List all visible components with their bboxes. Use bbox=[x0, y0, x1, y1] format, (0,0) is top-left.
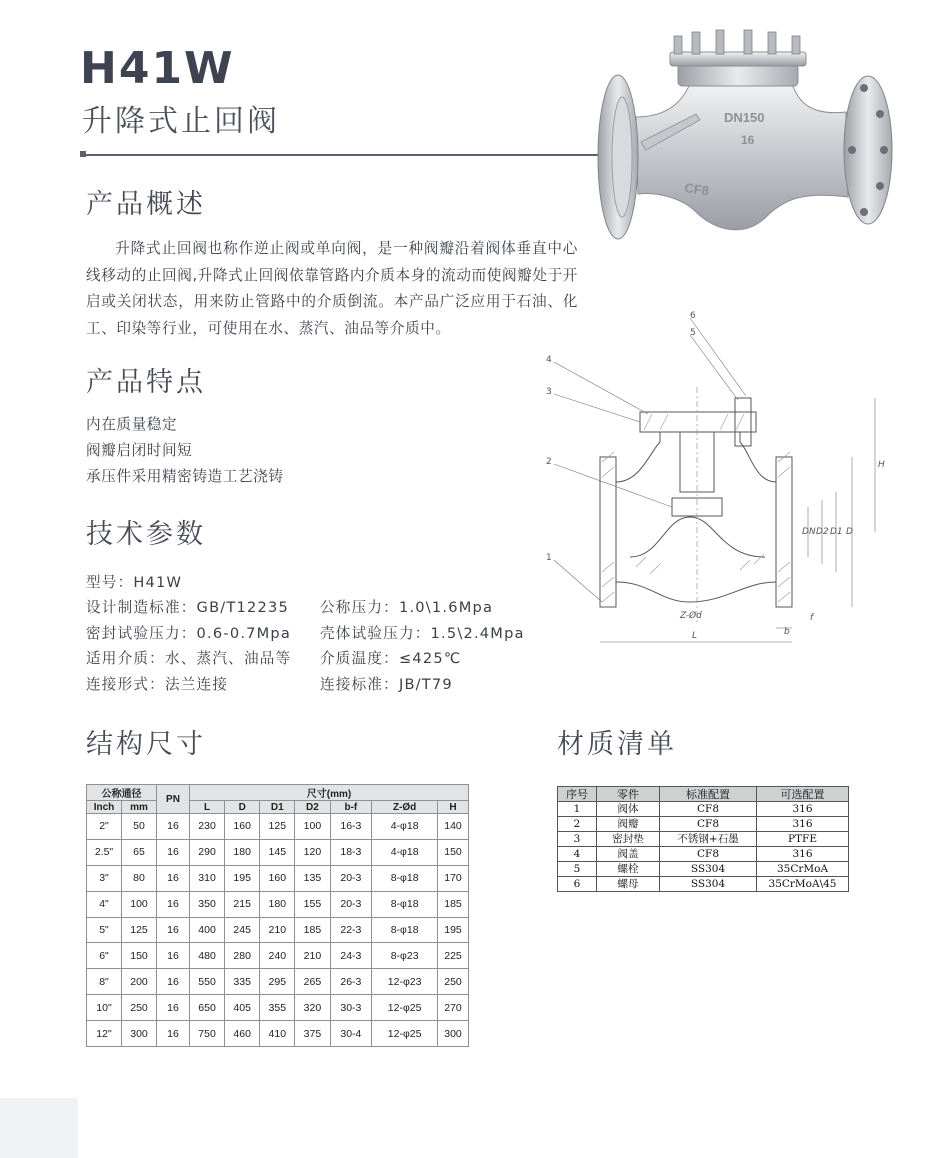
table-cell: 22-3 bbox=[330, 917, 372, 943]
table-cell: 150 bbox=[438, 839, 469, 865]
table-cell: 355 bbox=[260, 995, 295, 1021]
callout-2: 2 bbox=[546, 457, 552, 467]
spec-media: 适用介质：水、蒸汽、油品等 bbox=[86, 650, 292, 668]
table-cell: 2.5" bbox=[87, 839, 122, 865]
cast-text-dn: DN150 bbox=[724, 110, 765, 125]
table-row bbox=[558, 877, 849, 892]
table-cell: 335 bbox=[225, 969, 260, 995]
table-cell: 185 bbox=[295, 917, 330, 943]
dim-b: b bbox=[784, 627, 790, 637]
col-zd: Z-Ød bbox=[372, 801, 438, 814]
table-cell: SS304 bbox=[660, 862, 757, 877]
dim-d2: D2 bbox=[816, 527, 829, 537]
table-row bbox=[87, 943, 469, 969]
table-cell: 8-φ18 bbox=[372, 917, 438, 943]
cast-text-pn: 16 bbox=[741, 133, 755, 147]
spec-temperature: 介质温度：≤425℃ bbox=[320, 650, 462, 668]
table-cell: 8-φ18 bbox=[372, 865, 438, 891]
table-row bbox=[87, 814, 469, 840]
mat-col-standard: 标准配置 bbox=[660, 787, 757, 802]
tech-specs-left bbox=[86, 570, 291, 697]
table-cell: 150 bbox=[122, 943, 157, 969]
table-cell: 240 bbox=[260, 943, 295, 969]
col-mm: mm bbox=[122, 801, 157, 814]
table-row bbox=[558, 817, 849, 832]
table-cell: 316 bbox=[757, 847, 849, 862]
feature-item: 阀瓣启闭时间短 bbox=[86, 442, 193, 459]
col-inch: Inch bbox=[87, 801, 122, 814]
header-divider-stub bbox=[80, 151, 86, 157]
table-cell: PTFE bbox=[757, 832, 849, 847]
table-row bbox=[558, 847, 849, 862]
mat-col-optional: 可选配置 bbox=[757, 787, 849, 802]
table-cell: 265 bbox=[295, 969, 330, 995]
spec-connection-standard: 连接标准：JB/T79 bbox=[320, 675, 453, 693]
table-cell: SS304 bbox=[660, 877, 757, 892]
dim-h: H bbox=[878, 460, 885, 470]
tech-specs-right bbox=[320, 595, 525, 697]
table-cell: 230 bbox=[190, 814, 225, 840]
col-bf: b-f bbox=[330, 801, 372, 814]
table-cell: 316 bbox=[757, 802, 849, 817]
table-cell: 460 bbox=[225, 1021, 260, 1047]
table-cell: 480 bbox=[190, 943, 225, 969]
dim-f: f bbox=[810, 613, 814, 623]
table-cell: 35CrMoA\45 bbox=[757, 877, 849, 892]
table-cell: 16 bbox=[157, 969, 190, 995]
spec-connection: 连接形式：法兰连接 bbox=[86, 675, 229, 693]
table-cell: 200 bbox=[122, 969, 157, 995]
table-row bbox=[558, 832, 849, 847]
table-cell: 320 bbox=[295, 995, 330, 1021]
spec-design-standard: 设计制造标准：GB/T12235 bbox=[86, 599, 289, 617]
product-name: 升降式止回阀 bbox=[82, 104, 280, 139]
table-cell: 16 bbox=[157, 995, 190, 1021]
table-cell: 18-3 bbox=[330, 839, 372, 865]
table-cell: 375 bbox=[295, 1021, 330, 1047]
table-cell: 2" bbox=[87, 814, 122, 840]
table-cell: 225 bbox=[438, 943, 469, 969]
table-cell: 阀体 bbox=[597, 802, 660, 817]
table-cell: 螺母 bbox=[597, 877, 660, 892]
callout-3: 3 bbox=[546, 387, 552, 397]
table-cell: 12-φ25 bbox=[372, 995, 438, 1021]
table-cell: 3 bbox=[558, 832, 597, 847]
table-cell: 8-φ23 bbox=[372, 943, 438, 969]
dim-l: L bbox=[692, 631, 698, 641]
table-cell: 20-3 bbox=[330, 891, 372, 917]
table-cell: 35CrMoA bbox=[757, 862, 849, 877]
col-d2: D2 bbox=[295, 801, 330, 814]
table-cell: 20-3 bbox=[330, 865, 372, 891]
mat-col-part: 零件 bbox=[597, 787, 660, 802]
table-cell: 245 bbox=[225, 917, 260, 943]
table-cell: 8" bbox=[87, 969, 122, 995]
table-cell: 阀瓣 bbox=[597, 817, 660, 832]
product-model: H41W bbox=[80, 43, 235, 94]
overview-text: 升降式止回阀也称作逆止阀或单向阀，是一种阀瓣沿着阀体垂直中心线移动的止回阀,升降式止回阀依靠管路内介质本身的流动而使阀瓣处于开启或关闭状态，用来防止管路中的介质倒流。本产品广泛应用于石油、化工、印染等行业，可使用在水、蒸汽、油品等介质中。 bbox=[86, 240, 578, 337]
table-cell: 650 bbox=[190, 995, 225, 1021]
table-row bbox=[87, 865, 469, 891]
table-cell: 100 bbox=[122, 891, 157, 917]
mat-col-no: 序号 bbox=[558, 787, 597, 802]
table-cell: 195 bbox=[438, 917, 469, 943]
table-cell: 1 bbox=[558, 802, 597, 817]
table-cell: 4-φ18 bbox=[372, 839, 438, 865]
table-cell: 295 bbox=[260, 969, 295, 995]
table-cell: 300 bbox=[438, 1021, 469, 1047]
table-cell: 316 bbox=[757, 817, 849, 832]
col-l: L bbox=[190, 801, 225, 814]
table-cell: 210 bbox=[295, 943, 330, 969]
table-cell: 16-3 bbox=[330, 814, 372, 840]
materials-table bbox=[557, 786, 849, 892]
table-cell: 4 bbox=[558, 847, 597, 862]
table-cell: 24-3 bbox=[330, 943, 372, 969]
spec-model: 型号：H41W bbox=[86, 574, 183, 591]
table-cell: CF8 bbox=[660, 847, 757, 862]
table-cell: 270 bbox=[438, 995, 469, 1021]
col-d1: D1 bbox=[260, 801, 295, 814]
table-cell: 阀盖 bbox=[597, 847, 660, 862]
table-cell: 125 bbox=[260, 814, 295, 840]
table-cell: 250 bbox=[438, 969, 469, 995]
callout-6: 6 bbox=[690, 311, 696, 321]
table-cell: 5" bbox=[87, 917, 122, 943]
valve-product-photo bbox=[596, 22, 896, 254]
spec-seal-test-pressure: 密封试验压力：0.6-0.7Mpa bbox=[86, 624, 292, 642]
table-row bbox=[558, 802, 849, 817]
table-cell: 400 bbox=[190, 917, 225, 943]
table-cell: 6" bbox=[87, 943, 122, 969]
table-cell: 160 bbox=[260, 865, 295, 891]
table-cell: 80 bbox=[122, 865, 157, 891]
dim-d1: D1 bbox=[830, 527, 843, 537]
table-cell: 4-φ18 bbox=[372, 814, 438, 840]
features-list bbox=[86, 412, 284, 490]
table-cell: 30-4 bbox=[330, 1021, 372, 1047]
table-cell: 密封垫 bbox=[597, 832, 660, 847]
table-cell: 290 bbox=[190, 839, 225, 865]
table-cell: 8-φ18 bbox=[372, 891, 438, 917]
table-cell: 250 bbox=[122, 995, 157, 1021]
structure-title: 结构尺寸 bbox=[86, 729, 206, 760]
table-cell: 135 bbox=[295, 865, 330, 891]
table-cell: 10" bbox=[87, 995, 122, 1021]
table-cell: 170 bbox=[438, 865, 469, 891]
table-row bbox=[87, 891, 469, 917]
table-cell: 180 bbox=[225, 839, 260, 865]
table-cell: 550 bbox=[190, 969, 225, 995]
table-cell: 300 bbox=[122, 1021, 157, 1047]
table-cell: CF8 bbox=[660, 817, 757, 832]
table-row bbox=[87, 995, 469, 1021]
table-cell: 26-3 bbox=[330, 969, 372, 995]
head-pn: PN bbox=[157, 785, 190, 814]
table-cell: 140 bbox=[438, 814, 469, 840]
table-cell: 16 bbox=[157, 865, 190, 891]
table-cell: 16 bbox=[157, 917, 190, 943]
page-corner-block bbox=[0, 1098, 78, 1158]
table-cell: 6 bbox=[558, 877, 597, 892]
valve-section-drawing bbox=[540, 302, 900, 648]
head-size: 尺寸(mm) bbox=[190, 785, 469, 801]
table-cell: 195 bbox=[225, 865, 260, 891]
table-cell: 410 bbox=[260, 1021, 295, 1047]
callout-4: 4 bbox=[546, 355, 552, 365]
table-cell: 750 bbox=[190, 1021, 225, 1047]
spec-shell-test-pressure: 壳体试验压力：1.5\2.4Mpa bbox=[320, 624, 525, 642]
table-cell: 145 bbox=[260, 839, 295, 865]
dim-bolt-holes: Z-Ød bbox=[680, 611, 702, 621]
features-title: 产品特点 bbox=[86, 367, 206, 398]
table-cell: 155 bbox=[295, 891, 330, 917]
overview-title: 产品概述 bbox=[86, 189, 206, 220]
table-cell: 不锈钢+石墨 bbox=[660, 832, 757, 847]
dimension-table bbox=[86, 784, 469, 1047]
table-cell: 16 bbox=[157, 814, 190, 840]
table-row bbox=[87, 917, 469, 943]
table-cell: 5 bbox=[558, 862, 597, 877]
tech-title: 技术参数 bbox=[86, 519, 206, 550]
dim-d: D bbox=[846, 527, 853, 537]
table-cell: 310 bbox=[190, 865, 225, 891]
table-cell: 210 bbox=[260, 917, 295, 943]
col-h: H bbox=[438, 801, 469, 814]
table-cell: 65 bbox=[122, 839, 157, 865]
table-cell: 100 bbox=[295, 814, 330, 840]
table-cell: 30-3 bbox=[330, 995, 372, 1021]
table-cell: 50 bbox=[122, 814, 157, 840]
table-cell: 16 bbox=[157, 839, 190, 865]
feature-item: 内在质量稳定 bbox=[86, 416, 178, 433]
table-row bbox=[87, 839, 469, 865]
table-cell: 160 bbox=[225, 814, 260, 840]
spec-nominal-pressure: 公称压力：1.0\1.6Mpa bbox=[320, 599, 494, 617]
dim-dn: DN bbox=[802, 527, 816, 537]
table-cell: 12-φ25 bbox=[372, 1021, 438, 1047]
table-cell: 125 bbox=[122, 917, 157, 943]
table-cell: 180 bbox=[260, 891, 295, 917]
table-cell: 12" bbox=[87, 1021, 122, 1047]
header-divider bbox=[80, 154, 600, 156]
table-cell: 350 bbox=[190, 891, 225, 917]
table-cell: 185 bbox=[438, 891, 469, 917]
table-cell: 16 bbox=[157, 1021, 190, 1047]
table-cell: 16 bbox=[157, 891, 190, 917]
table-cell: 2 bbox=[558, 817, 597, 832]
table-cell: 4" bbox=[87, 891, 122, 917]
materials-title: 材质清单 bbox=[557, 729, 677, 760]
table-cell: 280 bbox=[225, 943, 260, 969]
table-row bbox=[558, 862, 849, 877]
head-nominal: 公称通径 bbox=[87, 785, 157, 801]
table-cell: 12-φ23 bbox=[372, 969, 438, 995]
table-cell: 16 bbox=[157, 943, 190, 969]
table-cell: 405 bbox=[225, 995, 260, 1021]
table-row bbox=[87, 1021, 469, 1047]
table-cell: 螺栓 bbox=[597, 862, 660, 877]
cast-text-material: CF8 bbox=[683, 180, 710, 199]
callout-1: 1 bbox=[546, 553, 552, 563]
table-cell: 3" bbox=[87, 865, 122, 891]
table-cell: 215 bbox=[225, 891, 260, 917]
table-cell: CF8 bbox=[660, 802, 757, 817]
callout-5: 5 bbox=[690, 328, 696, 338]
feature-item: 承压件采用精密铸造工艺浇铸 bbox=[86, 468, 284, 485]
table-row bbox=[87, 969, 469, 995]
table-cell: 120 bbox=[295, 839, 330, 865]
col-d: D bbox=[225, 801, 260, 814]
